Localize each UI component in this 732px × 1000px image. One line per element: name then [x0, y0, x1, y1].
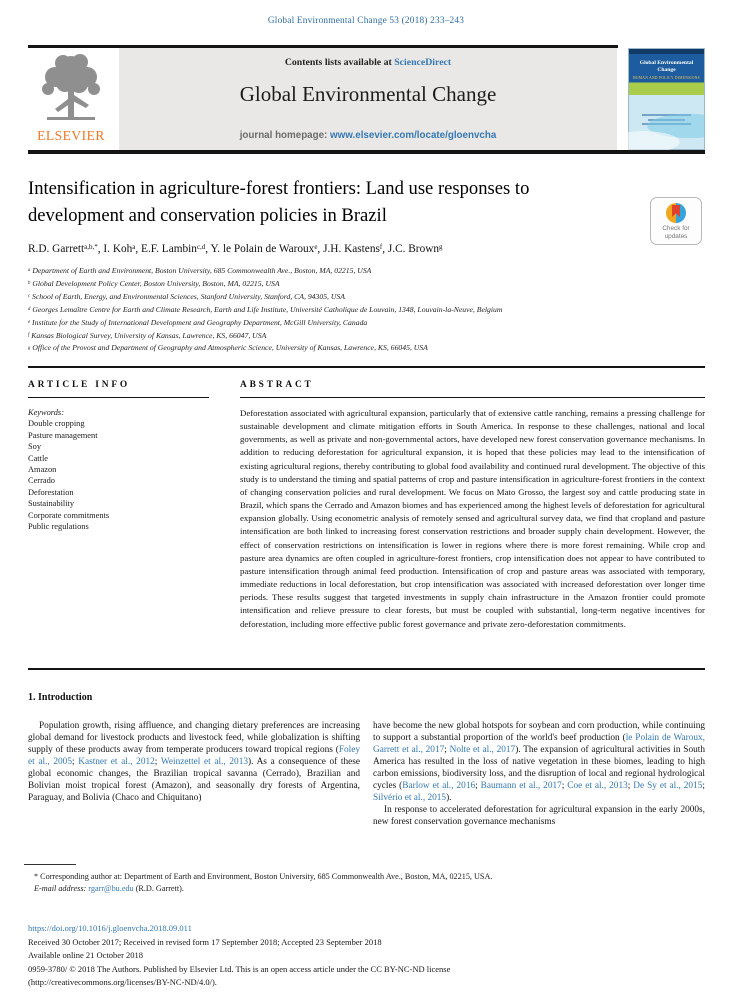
corresponding-author-note: * Corresponding author at: Department of Earth and Environment, Boston University, 685 Commonwealth Ave., Boston, MA, 02215, USA.: [34, 872, 493, 881]
affiliation-superscript: e: [28, 319, 31, 325]
abstract-column: [240, 380, 705, 631]
affiliation-text: Global Development Policy Center, Boston University, Boston, MA, 02215, USA: [30, 278, 280, 288]
affiliation-superscript: a: [28, 268, 31, 274]
introduction-section: [28, 692, 705, 828]
text-segment: ). As a consequence of these global economic changes, the Brazilian tropical savanna (Cerrado), Brazilian and Bolivian moist tropical forest (Amazon), and seasonally dry forests of Argentina, Paraguay, and Bolivia (Chaco and Chiquitano): [28, 757, 361, 803]
abstract-heading: ABSTRACT: [240, 380, 314, 390]
inline-link[interactable]: Kastner et al., 2012: [78, 757, 155, 767]
contents-prefix: Contents lists available at: [284, 57, 395, 68]
affiliation-superscript: b: [28, 281, 31, 287]
crossmark-icon: [666, 203, 686, 223]
affiliation-row: [28, 343, 628, 356]
check-for-updates-badge[interactable]: [650, 197, 702, 245]
journal-cover-thumbnail: [628, 48, 705, 150]
section-divider: [28, 366, 705, 368]
text-segment: R.D. Garrett: [28, 243, 85, 255]
elsevier-tree-icon: [35, 51, 107, 127]
inline-link[interactable]: Weinzettel et al., 2013: [160, 757, 249, 767]
affiliation-row: [28, 318, 628, 331]
article-info-column: [28, 380, 209, 631]
text-segment: , J.C. Brown: [382, 243, 440, 255]
intro-paragraph: In response to accelerated deforestation for agricultural expansion in the early 2000s, new forest conservation governance mechanisms: [373, 805, 705, 827]
footnote-rule: [24, 864, 76, 865]
copyright-line: 0959-3780/ © 2018 The Authors. Published by Elsevier Ltd. This is an open access article under the CC BY-NC-ND license: [28, 963, 451, 974]
inline-link[interactable]: Barlow et al., 2016: [402, 781, 476, 791]
crossmark-bookmark-icon: [672, 205, 680, 217]
check-updates-label: Check for updates: [662, 225, 690, 240]
elsevier-logo: [28, 51, 114, 149]
affiliation-row: [28, 292, 628, 305]
superscript: e: [314, 243, 318, 252]
text-segment: , J.H. Kastens: [317, 243, 380, 255]
superscript: a: [132, 243, 136, 252]
affiliation-row: [28, 331, 628, 344]
doi-link[interactable]: https://doi.org/10.1016/j.gloenvcha.2018.09.011: [28, 923, 192, 933]
text-segment: ;: [561, 781, 568, 791]
title-block: [28, 176, 628, 356]
affiliation-row: [28, 305, 628, 318]
text-segment: , E.F. Lambin: [135, 243, 197, 255]
affiliations: [28, 266, 628, 356]
intro-paragraph: [28, 720, 360, 804]
publication-footer: [28, 922, 705, 990]
inline-link[interactable]: le Polain de Waroux, Garrett et al., 2017: [373, 733, 705, 755]
cover-subtitle: HUMAN AND POLICY DIMENSIONS: [633, 76, 700, 80]
text-segment: ;: [71, 757, 79, 767]
superscript: g: [439, 243, 443, 252]
affiliation-superscript: g: [28, 345, 31, 351]
keyword-item: Cattle: [28, 453, 49, 463]
header-bottom-rule: [28, 150, 705, 154]
text-segment: , I. Koh: [97, 243, 133, 255]
journal-banner: [119, 48, 617, 150]
superscript: f: [379, 243, 383, 252]
text-segment: ;: [444, 745, 450, 755]
inline-link[interactable]: Nolte et al., 2017: [449, 745, 516, 755]
cover-title: Global Environmental Change: [639, 60, 694, 73]
keyword-item: Pasture management: [28, 430, 98, 440]
email-note: [28, 883, 588, 895]
license-url-line: (http://creativecommons.org/licenses/BY-NC-ND/4.0/).: [28, 977, 217, 988]
affiliation-text: Department of Earth and Environment, Boston University, 685 Commonwealth Ave., Boston, MA, 02215, USA: [30, 266, 372, 275]
abstract-rule: [240, 397, 705, 398]
section-divider: [28, 668, 705, 670]
keyword-item: Sustainability: [28, 499, 75, 509]
affiliation-row: [28, 266, 628, 279]
inline-link[interactable]: Foley et al., 2005: [28, 745, 360, 767]
homepage-line: [119, 130, 617, 141]
text-segment: (R.D. Garrett).: [133, 883, 184, 893]
keywords-label: Keywords:: [28, 408, 64, 417]
left-column: [28, 720, 360, 828]
keyword-item: Corporate commitments: [28, 510, 110, 520]
journal-title: Global Environmental Change: [239, 82, 497, 106]
text-segment: E-mail address:: [34, 883, 87, 893]
cover-art: [628, 110, 705, 150]
superscript: c,d: [196, 243, 206, 252]
keyword-item: Public regulations: [28, 522, 89, 532]
affiliation-row: [28, 279, 628, 292]
keyword-item: Cerrado: [28, 476, 55, 486]
text-segment: ;: [475, 781, 481, 791]
intro-paragraph: [373, 720, 705, 804]
author-line: [28, 243, 628, 255]
affiliation-superscript: c: [28, 294, 31, 299]
keyword-item: Double cropping: [28, 419, 85, 429]
inline-link[interactable]: Baumann et al., 2017: [480, 781, 562, 791]
homepage-prefix: journal homepage:: [239, 130, 331, 141]
affiliation-text: Kansas Biological Survey, University of Kansas, Lawrence, KS, 66047, USA: [29, 330, 267, 340]
inline-link[interactable]: Silvério et al., 2015: [373, 793, 447, 803]
inline-link[interactable]: rgarr@bu.edu: [88, 883, 134, 893]
info-abstract-section: [28, 380, 705, 631]
text-segment: Population growth, rising affluence, and changing dietary preferences are increasing global demand for livestock products and livestock feed, while globalization is shifting supply of these products away from temperate producers toward tropical regions (: [28, 721, 360, 755]
affiliation-superscript: f: [28, 332, 30, 338]
contents-line: [119, 57, 617, 68]
text-segment: ;: [702, 781, 705, 791]
article-info-rule: [28, 397, 209, 398]
keyword-item: Soy: [28, 442, 42, 452]
keyword-item: Deforestation: [28, 487, 74, 497]
text-segment: , Y. le Polain de Waroux: [205, 243, 315, 255]
affiliation-text: Georges Lemaître Centre for Earth and Climate Research, Earth and Life Institute, Université Catholique de Louvain, 1348, Louvain-la-Neuve, Belgium: [30, 304, 503, 314]
body-columns: [28, 720, 705, 828]
article-info-heading: ARTICLE INFO: [28, 380, 131, 390]
elsevier-wordmark: ELSEVIER: [37, 128, 105, 143]
sciencedirect-link[interactable]: ScienceDirect: [394, 57, 452, 68]
affiliation-text: Office of the Provost and Department of Geography and Atmospheric Science, University of Kansas, Lawrence, KS, 66045, USA: [30, 343, 428, 353]
available-online-date: Available online 21 October 2018: [28, 950, 144, 961]
journal-citation-header: Global Environmental Change 53 (2018) 233–243: [267, 16, 465, 26]
right-column: [373, 720, 705, 828]
journal-header: [28, 45, 705, 155]
footnote-block: [28, 864, 588, 894]
inline-link[interactable]: De Sy et al., 2015: [633, 781, 703, 791]
article-title: Intensification in agriculture-forest frontiers: Land use responses to development and conservation policies in Brazil: [28, 178, 530, 226]
affiliation-text: School of Earth, Energy, and Environmental Sciences, Stanford University, Stanford, CA, 94305, USA: [30, 291, 345, 301]
text-segment: ;: [154, 757, 161, 767]
text-segment: ).: [446, 793, 452, 803]
introduction-heading: 1. Introduction: [28, 692, 93, 703]
journal-homepage-link[interactable]: www.elsevier.com/locate/gloenvcha: [330, 130, 497, 141]
affiliation-text: Institute for the Study of International Development and Geography Department, McGill University, Canada: [30, 317, 368, 327]
inline-link[interactable]: Coe et al., 2013: [567, 781, 628, 791]
affiliation-superscript: d: [28, 306, 31, 312]
abstract-text: Deforestation associated with agricultural expansion, particularly that of extensive cattle ranching, remains a pressing challenge for sustainable development and climate mitigation efforts in South America. In response to these challenges, national and local governments, as well as private and non-governmental actors, have developed new forest conservation governance mechanisms. In addition to reducing deforestation for agricultural expansion, it is hoped that these policies may lead to the intensification of existing agricultural regions, thereby contributing to global food availability and continued rural development. The objective of this study is to understand the timing and spatial patterns of crop and pasture intensification in agriculture-forest frontiers in the context of changing conservation policies and rural development. We focus on Mato Grosso, the largest soy and cattle producing state in Brazil, which spans the Cerrado and Amazon biomes and has experienced among the highest levels of deforestation for agricultural expansion globally. Using econometric analysis of remotely sensed and agricultural survey data, we find that cropland and pasture intensification are both linked to increasing forest conservation restrictions and broader supply chain development. However, the effect of conservation restrictions on intensification is lower in regions where there is more forest remaining. While crop and pasture area dynamics are often coupled in agriculture-forest frontiers, crop intensification does not appear to have contributed to pasture intensification through animal feed production. Intensification of crop and pasture areas was associated with temporary, immediate reductions in local deforestation, but crop intensification was associated with increased deforestation over longer time periods. These results suggest that targeted investments in supply chain infrastructure in the Amazon frontier could promote intensification and relieve pressure to clear forests, but must be coupled with substantial, long-term negative incentives for deforestation, including more effective public forest governance and private zero-deforestation commitments.: [240, 408, 705, 629]
text-segment: have become the new global hotspots for soybean and corn production, while continuing to support a substantial proportion of the world's beef production (: [373, 721, 705, 743]
superscript: a,b,*: [84, 243, 98, 252]
text-segment: ). The expansion of agricultural activities in South America has resulted in the loss of native vegetation in these biomes, leading to high carbon emissions, biodiversity loss, and the disruption of local and regional hydrological cycles (: [373, 745, 705, 791]
received-dates: Received 30 October 2017; Received in revised form 17 September 2018; Accepted 23 September 2018: [28, 936, 382, 947]
keyword-item: Amazon: [28, 465, 57, 475]
text-segment: ;: [627, 781, 634, 791]
